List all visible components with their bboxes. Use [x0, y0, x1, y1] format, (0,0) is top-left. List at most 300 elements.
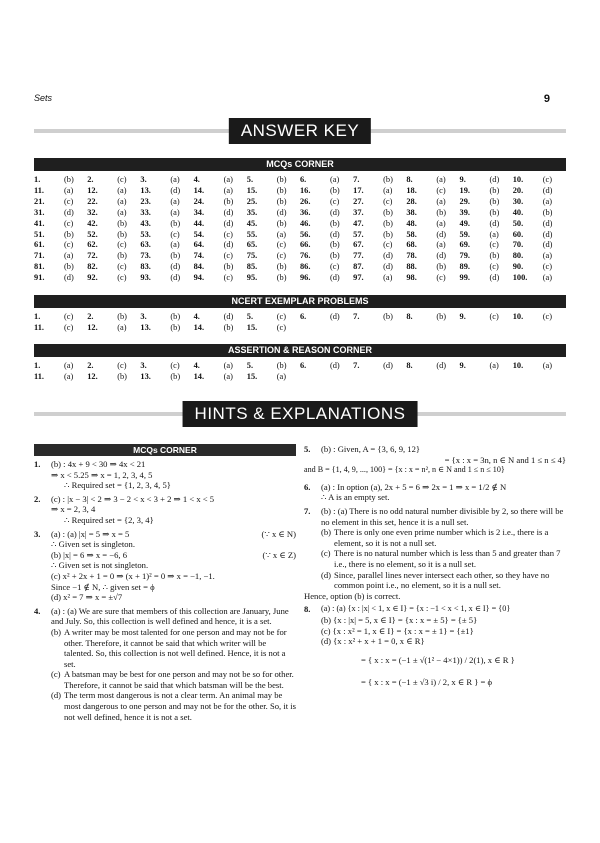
answer-option: (a): [223, 175, 233, 184]
answer-row: [34, 323, 566, 334]
answer-option: (c): [542, 312, 552, 321]
assertion-band: ASSERTION & REASON CORNER: [34, 344, 566, 357]
answer-option: (a): [170, 175, 180, 184]
question-number: 62.: [87, 240, 98, 250]
answer-option: (c): [276, 322, 287, 332]
answer-option: (b): [117, 312, 127, 321]
answer-option: (a): [117, 196, 127, 206]
question-number: 3.: [140, 175, 147, 184]
question-number: 15.: [246, 322, 258, 332]
hint-q7: [304, 506, 566, 601]
question-number: 64.: [193, 240, 205, 250]
question-number: 57.: [353, 229, 364, 239]
answer-row: [34, 219, 566, 230]
hints-left-column: [34, 444, 296, 725]
question-number: 1.: [34, 175, 41, 184]
hint-q6: [304, 482, 566, 503]
hint-line: and B = {1, 4, 9, ..., 100} = {x : x = n², n ∈ N and 1 ≤ n ≤ 10}: [304, 465, 505, 475]
hint-line: (c) {x : x² = 1, x ∈ I} = {x : x = ± 1} = {±1}: [321, 625, 474, 636]
question-number: 54.: [193, 229, 205, 239]
answer-option: (a): [436, 175, 446, 184]
hints-title: HINTS & EXPLANATIONS: [183, 401, 418, 427]
answer-option: (b): [276, 273, 287, 283]
question-number: [406, 372, 436, 383]
question-number: [353, 372, 383, 383]
answer-option: (a): [542, 251, 552, 261]
question-number: 39.: [459, 207, 470, 217]
answer-row: [34, 372, 566, 383]
answer-option: (b): [64, 175, 74, 184]
answer-option: (d): [542, 218, 553, 228]
sub-label: (b): [51, 626, 62, 637]
question-number: 1.: [34, 361, 41, 370]
question-number: 89.: [459, 262, 470, 272]
answer-option: (c): [383, 196, 393, 206]
answer-row: [34, 230, 566, 241]
hint-line: ∴ Given set is singleton.: [51, 539, 135, 550]
question-number: 13.: [140, 371, 151, 381]
question-number: 27.: [353, 196, 364, 206]
page-number: 9: [543, 93, 550, 105]
answer-option: [543, 372, 566, 383]
question-number: 84.: [193, 262, 205, 272]
question-number: 14.: [193, 185, 205, 195]
answer-option: (b): [170, 371, 181, 381]
question-number: 15.: [246, 371, 258, 381]
question-number: 34.: [193, 207, 205, 217]
hints-title-bar: [34, 401, 566, 427]
answer-row: [34, 197, 566, 208]
q-number: 6.: [304, 481, 311, 492]
answer-option: (b): [489, 185, 500, 195]
answer-option: [490, 372, 513, 383]
answer-option: (a): [329, 175, 340, 184]
answer-option: (b): [436, 262, 447, 272]
answer-option: (c): [489, 262, 499, 272]
question-number: 43.: [140, 218, 151, 228]
answer-option: (b): [117, 371, 127, 381]
question-number: 74.: [193, 251, 205, 261]
question-number: 8.: [406, 175, 413, 184]
hint-line: (b) : Given, A = {3, 6, 9, 12}: [321, 444, 421, 454]
answer-option: (a): [383, 185, 393, 195]
hint-line: A batsman may be best for one person and may not be so for other. Therefore, it cannot be said that which batsman will be the best.: [64, 669, 294, 690]
answer-option: (a): [170, 207, 180, 217]
hint-line: ∴ Given set is not singleton.: [51, 560, 149, 571]
question-number: 21.: [34, 196, 45, 206]
hint-line: (b) : (a) There is no odd natural number divisible by 2, so there will be no element in this set, hence it is a null set.: [321, 505, 564, 527]
question-number: 47.: [353, 218, 364, 228]
section-name: Sets: [34, 93, 53, 103]
question-number: 83.: [140, 262, 151, 272]
question-number: 63.: [140, 240, 151, 250]
answer-option: [436, 323, 459, 334]
hint-line: (b) : 4x + 9 < 30 ⇒ 4x < 21: [51, 459, 146, 469]
q-number: 8.: [304, 604, 311, 615]
question-number: 87.: [353, 262, 364, 272]
ncert-band: NCERT EXEMPLAR PROBLEMS: [34, 295, 566, 308]
answer-option: (c): [436, 185, 446, 195]
question-number: 14.: [193, 322, 205, 332]
question-number: 9.: [459, 312, 466, 321]
question-number: 60.: [512, 229, 524, 239]
question-number: 2.: [87, 312, 94, 321]
answer-option: (a): [436, 240, 446, 250]
q-number: 7.: [304, 505, 311, 516]
answer-option: (d): [329, 312, 340, 321]
answer-option: (b): [383, 175, 393, 184]
hint-sub-d: [321, 570, 566, 591]
question-number: 18.: [406, 185, 417, 195]
question-number: 32.: [87, 207, 98, 217]
question-number: 53.: [140, 229, 151, 239]
answer-option: (d): [329, 229, 340, 239]
answer-option: (b): [489, 251, 500, 261]
question-number: 81.: [34, 262, 45, 272]
hint-line: = {x : x = 3n, n ∈ N and 1 ≤ n ≤ 4}: [444, 454, 566, 465]
question-number: 51.: [34, 229, 45, 239]
answer-option: (c): [276, 251, 287, 261]
answer-option: (a): [117, 185, 127, 195]
answer-row: [34, 240, 566, 251]
question-number: 10.: [512, 361, 524, 370]
hint-line: There is only one even prime number which is 2 i.e., there is a element, so it is not a null set.: [334, 527, 549, 548]
question-number: 42.: [87, 218, 98, 228]
sub-label: (d): [51, 690, 62, 701]
answer-option: (a): [276, 229, 287, 239]
question-number: 11.: [34, 185, 45, 195]
answer-option: [436, 372, 459, 383]
question-number: 92.: [87, 273, 98, 283]
q-number: 2.: [34, 493, 41, 504]
answer-option: (c): [64, 240, 74, 250]
hint-line: Hence, option (b) is correct.: [304, 590, 401, 601]
answer-option: (b): [170, 251, 181, 261]
question-number: 94.: [193, 273, 205, 283]
answer-option: (a): [64, 361, 74, 370]
question-number: 100.: [512, 273, 528, 283]
answer-row: [34, 186, 566, 197]
question-number: 69.: [459, 240, 470, 250]
question-number: 70.: [512, 240, 524, 250]
answer-key-title: ANSWER KEY: [229, 118, 371, 144]
question-number: 7.: [353, 175, 360, 184]
running-header: [34, 93, 550, 107]
question-number: 29.: [459, 196, 470, 206]
answer-option: (c): [436, 273, 446, 283]
hint-line: ⇒ x < 5.25 ⇒ x = 1, 2, 3, 4, 5: [51, 469, 153, 480]
answer-option: (c): [117, 361, 127, 370]
question-number: 72.: [87, 251, 98, 261]
question-number: 73.: [140, 251, 151, 261]
question-number: 45.: [246, 218, 258, 228]
q-number: 3.: [34, 528, 41, 539]
question-number: 40.: [512, 207, 524, 217]
question-number: 77.: [353, 251, 364, 261]
answer-option: (c): [170, 361, 180, 370]
question-number: 38.: [406, 207, 417, 217]
answer-option: (b): [383, 218, 393, 228]
hint-line: ∴ Required set = {2, 3, 4}: [64, 514, 154, 525]
q-number: 1.: [34, 459, 41, 469]
answer-option: (b): [64, 229, 74, 239]
question-number: 12.: [87, 322, 98, 332]
mcq-answer-table: [34, 175, 566, 284]
answer-option: (d): [436, 229, 447, 239]
question-number: 6.: [299, 175, 307, 184]
hint-sub-c: [51, 669, 296, 690]
answer-option: (b): [436, 312, 447, 321]
answer-option: (c): [383, 240, 393, 250]
question-number: [513, 323, 543, 334]
answer-option: (c): [223, 273, 233, 283]
question-number: 95.: [246, 273, 258, 283]
answer-option: (b): [383, 229, 393, 239]
hint-q5: [304, 444, 566, 476]
answer-row: [34, 208, 566, 219]
mcq-corner-band: MCQs CORNER: [34, 158, 566, 171]
answer-option: (a): [383, 273, 393, 283]
question-number: 82.: [87, 262, 98, 272]
hint-line: (b) |x| = 6 ⇒ x = −6, 6: [51, 549, 128, 560]
hint-line: A writer may be most talented for one person and may not be for other. Therefore, it cannot be said that which writer will be talented. So, this collection is not well defined. Hence, it is not a set.: [64, 626, 287, 669]
hint-sub-c: [321, 548, 566, 569]
answer-option: (b): [223, 322, 234, 332]
sub-label: (d): [321, 569, 332, 580]
hint-q8: [304, 604, 566, 688]
answer-option: (d): [383, 361, 393, 370]
answer-option: (a): [489, 361, 499, 370]
answer-option: (b): [276, 185, 287, 195]
question-number: 5.: [246, 361, 254, 370]
answer-option: (a): [223, 185, 233, 195]
question-number: [460, 372, 490, 383]
hint-line: (a) : (a) {x : |x| < 1, x ∈ I} = {x : −1 < x < 1, x ∈ I} = {0}: [321, 604, 511, 614]
hint-line: (c) x² + 2x + 1 = 0 ⇒ (x + 1)² = 0 ⇒ x = −1, −1.: [51, 570, 215, 581]
question-number: 98.: [406, 273, 417, 283]
question-number: [513, 372, 543, 383]
answer-option: (b): [329, 240, 340, 250]
answer-option: [383, 372, 406, 383]
hint-line: (a) : (a) We are sure that members of this collection are January, June and July. So, this collection is well defined and hence, it is a set.: [51, 605, 289, 627]
answer-option: (c): [542, 262, 552, 272]
question-number: 71.: [34, 251, 45, 261]
question-number: [406, 323, 436, 334]
question-number: 58.: [406, 229, 417, 239]
answer-option: (d): [489, 218, 500, 228]
question-number: 7.: [353, 361, 360, 370]
answer-option: (c): [276, 240, 287, 250]
answer-option: (d): [223, 240, 234, 250]
answer-option: (a): [436, 218, 446, 228]
question-number: 2.: [87, 175, 94, 184]
answer-row: [34, 262, 566, 273]
question-number: 56.: [299, 229, 311, 239]
answer-option: (b): [223, 196, 234, 206]
question-number: 68.: [406, 240, 417, 250]
question-number: 50.: [512, 218, 524, 228]
hint-q4: [34, 606, 296, 723]
answer-option: (a): [64, 371, 74, 381]
answer-option: (c): [276, 312, 287, 321]
answer-option: (a): [542, 196, 552, 206]
answer-option: (b): [276, 175, 287, 184]
answer-row: [34, 175, 566, 186]
answer-option: (b): [276, 262, 287, 272]
question-number: 2.: [87, 361, 94, 370]
hint-line: Since, parallel lines never intersect each other, so they have no common point i.e., no element, so it is a null set.: [334, 569, 550, 591]
hint-line: = { x : x = (−1 ± √3 i) / 2, x ∈ R } = ϕ: [361, 677, 493, 688]
question-number: 3.: [140, 361, 147, 370]
answer-option: (c): [223, 251, 233, 261]
answer-option: (c): [64, 312, 74, 321]
question-number: 44.: [193, 218, 205, 228]
question-number: 35.: [246, 207, 258, 217]
answer-row: [34, 312, 566, 323]
answer-option: (d): [383, 251, 393, 261]
question-number: 1.: [34, 312, 41, 321]
question-number: 33.: [140, 207, 151, 217]
question-number: [460, 323, 490, 334]
question-number: 36.: [299, 207, 311, 217]
answer-option: (c): [64, 218, 74, 228]
hint-line: Since −1 ∉ N, ∴ given set = ϕ: [51, 581, 155, 592]
answer-option: (b): [329, 251, 340, 261]
answer-option: (a): [64, 185, 74, 195]
question-number: 4.: [193, 361, 200, 370]
question-number: 13.: [140, 185, 151, 195]
answer-option: (c): [489, 312, 499, 321]
q-number: 5.: [304, 444, 311, 454]
answer-option: (b): [329, 185, 340, 195]
hint-line: (a) : (a) |x| = 5 ⇒ x = 5: [51, 528, 130, 539]
question-number: 12.: [87, 371, 98, 381]
question-number: 12.: [87, 185, 98, 195]
answer-option: (c): [64, 196, 74, 206]
question-number: 5.: [246, 175, 254, 184]
question-number: 22.: [87, 196, 98, 206]
answer-option: (c): [117, 262, 127, 272]
question-number: 3.: [140, 312, 147, 321]
q-number: 4.: [34, 605, 41, 616]
question-number: 6.: [299, 312, 307, 321]
answer-option: (d): [170, 185, 181, 195]
answer-option: (a): [223, 361, 233, 370]
answer-option: (a): [276, 371, 287, 381]
answer-option: (d): [436, 251, 447, 261]
answer-option: [543, 323, 566, 334]
question-number: 25.: [246, 196, 258, 206]
hint-line: (d) {x : x² + x + 1 = 0, x ∈ R}: [321, 636, 425, 647]
answer-option: (a): [170, 240, 180, 250]
question-number: 48.: [406, 218, 417, 228]
question-number: 59.: [459, 229, 470, 239]
answer-option: (b): [489, 196, 500, 206]
answer-option: (a): [542, 361, 552, 370]
question-number: 46.: [299, 218, 311, 228]
assertion-answer-table: [34, 361, 566, 383]
answer-row: [34, 273, 566, 284]
answer-option: (b): [170, 312, 181, 321]
answer-option: (c): [117, 273, 127, 283]
answer-option: (b): [170, 322, 181, 332]
question-number: [300, 323, 330, 334]
answer-option: (d): [276, 207, 287, 217]
question-number: 7.: [353, 312, 360, 321]
question-number: 97.: [353, 273, 364, 283]
question-number: 96.: [299, 273, 311, 283]
answer-option: [383, 323, 406, 334]
answer-option: (c): [170, 229, 180, 239]
sub-label: (c): [321, 548, 331, 559]
question-number: 52.: [87, 229, 98, 239]
sub-label: (c): [51, 669, 61, 680]
answer-option: (c): [329, 262, 340, 272]
answer-option: (b): [542, 207, 553, 217]
question-number: 91.: [34, 273, 45, 283]
hint-sub-b: [51, 627, 296, 669]
answer-option: (d): [489, 175, 500, 184]
answer-option: (d): [223, 218, 234, 228]
question-number: 90.: [512, 262, 524, 272]
answer-option: (a): [436, 196, 446, 206]
question-number: 16.: [299, 185, 311, 195]
question-number: 79.: [459, 251, 470, 261]
question-number: 76.: [299, 251, 311, 261]
question-number: 11.: [34, 371, 45, 381]
hint-line: (c) : |x − 3| < 2 ⇒ 3 − 2 < x < 3 + 2 ⇒ 1 < x < 5: [51, 493, 215, 504]
answer-option: (d): [170, 262, 181, 272]
hint-line: (d) x² = 7 ⇒ x = ±√7: [51, 592, 123, 603]
hint-line: ⇒ x = 2, 3, 4: [51, 504, 96, 515]
answer-option: (d): [383, 262, 393, 272]
hint-sub-d: [51, 690, 296, 722]
question-number: 9.: [459, 175, 466, 184]
hint-line: (a) : In option (a), 2x + 5 = 6 ⇒ 2x = 1 ⇒ x = 1/2 ∉ N: [321, 481, 507, 492]
question-number: 13.: [140, 322, 151, 332]
question-number: 41.: [34, 218, 45, 228]
question-number: 14.: [193, 371, 205, 381]
answer-option: (b): [383, 207, 393, 217]
question-number: 86.: [299, 262, 311, 272]
question-number: 78.: [406, 251, 417, 261]
question-number: 85.: [246, 262, 258, 272]
hint-line: There is no natural number which is less than 5 and greater than 7 i.e., there is no element, so it is a null set.: [334, 548, 561, 569]
answer-option: (a): [117, 207, 127, 217]
question-number: 26.: [299, 196, 311, 206]
answer-option: (a): [64, 251, 74, 261]
question-number: 5.: [246, 312, 254, 321]
question-number: 4.: [193, 312, 200, 321]
answer-option: (d): [436, 361, 447, 370]
answer-option: [330, 323, 353, 334]
hint-line: The term most dangerous is not a clear term. An animal may be most dangerous to one person and may not be for the other. So, it is not well defined, hence it is not a set.: [64, 690, 296, 722]
hints-mcq-band: MCQs CORNER: [34, 444, 296, 456]
question-number: 61.: [34, 240, 45, 250]
question-number: 67.: [353, 240, 364, 250]
hint-reason: (∵ x ∈ Z): [262, 549, 296, 560]
answer-option: (b): [276, 196, 287, 206]
answer-option: (b): [117, 251, 127, 261]
answer-option: (b): [170, 218, 181, 228]
question-number: 4.: [193, 175, 200, 184]
question-number: 75.: [246, 251, 258, 261]
answer-option: (a): [542, 273, 552, 283]
ncert-answer-table: [34, 312, 566, 334]
question-number: 6.: [299, 361, 307, 370]
question-number: 80.: [512, 251, 524, 261]
hint-line: = { x : x = (−1 ± √(1² − 4×1)) / 2(1), x ∈ R }: [361, 654, 515, 665]
